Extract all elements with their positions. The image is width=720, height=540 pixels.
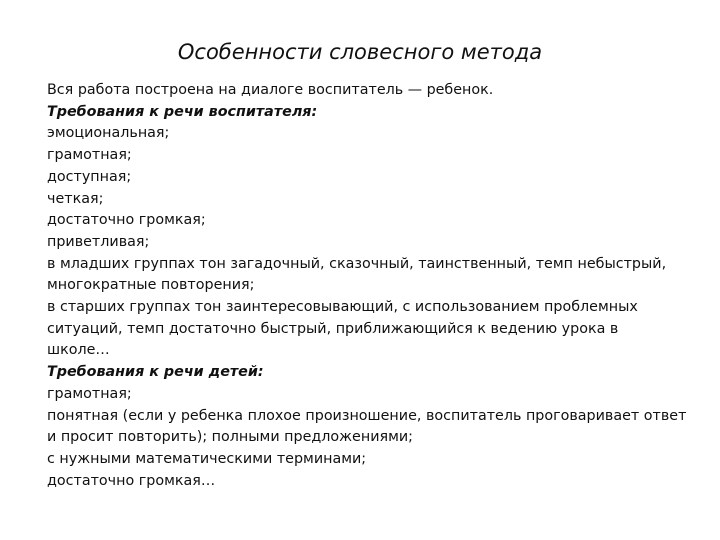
teacher-requirement-item: достаточно громкая;: [47, 212, 206, 229]
teacher-requirement-item: доступная;: [47, 168, 132, 185]
teacher-requirement-item: в старших группах тон заинтересовывающий, с использованием проблемных: [47, 299, 638, 316]
teacher-requirement-item: школе…: [47, 342, 110, 359]
children-requirement-item: и просит повторить); полными предложениями;: [47, 429, 413, 446]
children-requirement-item: грамотная;: [47, 385, 132, 402]
teacher-requirement-item: в младших группах тон загадочный, сказочный, таинственный, темп небыстрый,: [47, 255, 667, 272]
slide-body: [47, 80, 687, 492]
children-requirement-item: достаточно громкая…: [47, 472, 216, 489]
teacher-requirement-item: четкая;: [47, 190, 104, 207]
teacher-requirements-heading: Требования к речи воспитателя:: [47, 103, 318, 120]
teacher-requirement-item: эмоциональная;: [47, 125, 170, 142]
teacher-requirement-item: многократные повторения;: [47, 277, 255, 294]
teacher-requirement-item: приветливая;: [47, 233, 150, 250]
children-requirement-item: понятная (если у ребенка плохое произношение, воспитатель проговаривает ответ: [47, 407, 687, 424]
children-requirement-item: с нужными математическими терминами;: [47, 450, 367, 467]
teacher-requirement-item: грамотная;: [47, 147, 132, 164]
slide-title: Особенности словесного метода: [177, 40, 543, 64]
intro-text: Вся работа построена на диалоге воспитатель — ребенок.: [47, 82, 494, 98]
children-requirements-heading: Требования к речи детей:: [47, 364, 264, 381]
teacher-requirement-item: ситуаций, темп достаточно быстрый, приближающийся к ведению урока в: [47, 320, 619, 337]
